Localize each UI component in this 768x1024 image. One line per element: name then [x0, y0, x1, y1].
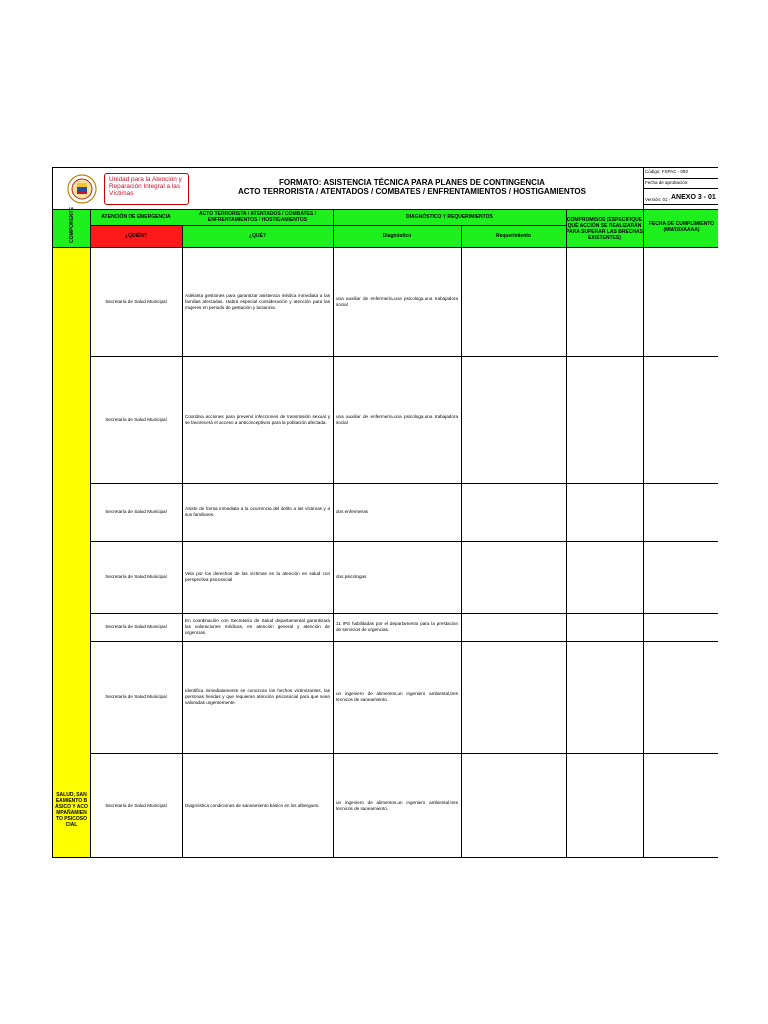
que-header: ¿QUÉ? — [249, 233, 266, 239]
grid-line — [90, 613, 718, 614]
grid-line — [90, 209, 91, 858]
form-subtitle: ACTO TERRORISTA / ATENTADOS / COMBATES / ENFRENTAMIENTOS / HOSTIGAMIENTOS — [237, 187, 586, 196]
quien-cell: Secretaría de Salud Municipal — [105, 509, 167, 514]
que-cell: Coordina acciones para prevenir infecciones de transmisión sexual y se favorecerá el acceso a anticonceptivos para la población afectada. — [185, 413, 330, 425]
grid-line — [182, 225, 183, 858]
grid-line — [90, 225, 566, 226]
grid-line — [643, 178, 718, 179]
grid-line — [90, 641, 718, 642]
quien-cell: Secretaría de Salud Municipal — [105, 694, 167, 699]
grid-line — [53, 247, 718, 248]
fecha-aprobacion-label: Fecha de aprobación: — [645, 180, 689, 185]
quien-cell: Secretaría de Salud Municipal — [105, 416, 167, 422]
version-label: Versión: 01 - — [645, 197, 671, 202]
form-sheet — [52, 167, 718, 858]
que-cell: Diagnóstica condiciones de saneamiento básico en los albergues. — [185, 802, 320, 808]
grid-line — [643, 204, 718, 205]
codigo-label: Código: FSPAC - 093 — [645, 169, 688, 174]
que-cell: Identifica inmediatamente se conozcan los hechos victimizantes, las personas heridas y que requieran atención psicosocial para que sean valoradas urgentemente. — [185, 688, 330, 705]
compromisos-header: COMPROMISOS (ESPECIFIQUE QUÉ ACCIÓN SE REALIZARÁN PARA SUPERAR LAS BRECHAS EXISTENTES) — [566, 217, 643, 241]
grid-line — [643, 188, 718, 189]
grid-line — [90, 541, 718, 542]
grid-line — [90, 483, 718, 484]
logo-box — [104, 173, 189, 205]
componente-header: COMPONENTE — [69, 207, 75, 243]
acto-header: ACTO TERRORISTA / ATENTADOS / COMBATES / ENFRENTAMIENTOS / HOSTIGAMIENTOS — [199, 211, 316, 223]
diagnostico-cell: un ingeniero de alimentos,un ingeniero ambiental,tres tecnicos de saneamiento. — [336, 799, 458, 811]
logo-area — [59, 172, 191, 206]
que-cell: Adelanta gestiones para garantizar asistencia médica inmediata a las familias afectadas. Habrá especial consideración y atención para las mujeres en periodo de gestación y lactancia. — [185, 292, 330, 310]
component-column — [53, 247, 90, 858]
diagnostico-cell: dos enfermeras — [336, 509, 368, 514]
diagnostico-cell: una auxiliar de enfermería,una psicologa,una trabajadora social — [336, 295, 458, 307]
grid-line — [90, 753, 718, 754]
grid-line — [333, 209, 334, 858]
atencion-header: ATENCIÓN DE EMERGENCIA — [101, 214, 171, 220]
quien-cell: Secretaría de Salud Municipal — [105, 802, 167, 808]
grid-line — [461, 225, 462, 858]
grid-line — [53, 209, 718, 210]
que-cell: En coordinación con Secretaría de Salud departamental garantizará las valoraciones médicas, en atención general y atención de urgencias. — [185, 618, 330, 635]
logo-text: Unidad para la Atención y Reparación Integral a las Víctimas — [109, 176, 182, 197]
form-title: FORMATO: ASISTENCIA TÉCNICA PARA PLANES DE CONTINGENCIA — [279, 178, 545, 187]
requerimiento-header: Requerimiento — [495, 233, 531, 239]
diagnostico-cell: 11 IPS habilitadas por el departamento para la prestacion de servicios de urgencias. — [336, 621, 458, 632]
que-cell: Vela por los derechos de las víctimas en la atención en salud con perspectiva psicosocial — [185, 571, 330, 582]
grid-line — [566, 209, 567, 858]
quien-cell: Secretaría de Salud Municipal — [105, 298, 167, 304]
diagnostico-header: Diagnóstico — [382, 233, 412, 239]
grid-line — [643, 168, 644, 858]
grid-line — [90, 356, 718, 357]
quien-cell: Secretaría de Salud Municipal — [105, 624, 167, 629]
anexo-label: ANEXO 3 - 01 — [671, 194, 716, 201]
diagnostico-cell: un ingeniero de alimentos,un ingeniero ambiental,tres tecnicos de saneamiento. — [336, 691, 458, 702]
diagnostico-cell: una auxiliar de enfermería,una psicologa,una trabajadora social — [336, 413, 458, 425]
fecha-cumplimiento-header: FECHA DE CUMPLIMIENTO (MM/DD/AAAA) — [648, 221, 715, 233]
grid-line — [53, 857, 718, 858]
component-label: SALUD, SANEAMIENTO BÁSICO Y ACOMPAÑAMIENTO PSICOSOCIAL — [55, 792, 88, 828]
que-cell: Asiste de forma inmediata a la ocurrencia del delito a las víctimas y a sus familiares. — [185, 506, 330, 517]
diag-req-header: DIAGNÓSTICO Y REQUERIMIENTOS — [406, 214, 493, 220]
quien-cell: Secretaría de Salud Municipal — [105, 574, 167, 579]
quien-header: ¿QUIÉN? — [125, 233, 147, 239]
diagnostico-cell: dos psicologas — [336, 574, 367, 579]
